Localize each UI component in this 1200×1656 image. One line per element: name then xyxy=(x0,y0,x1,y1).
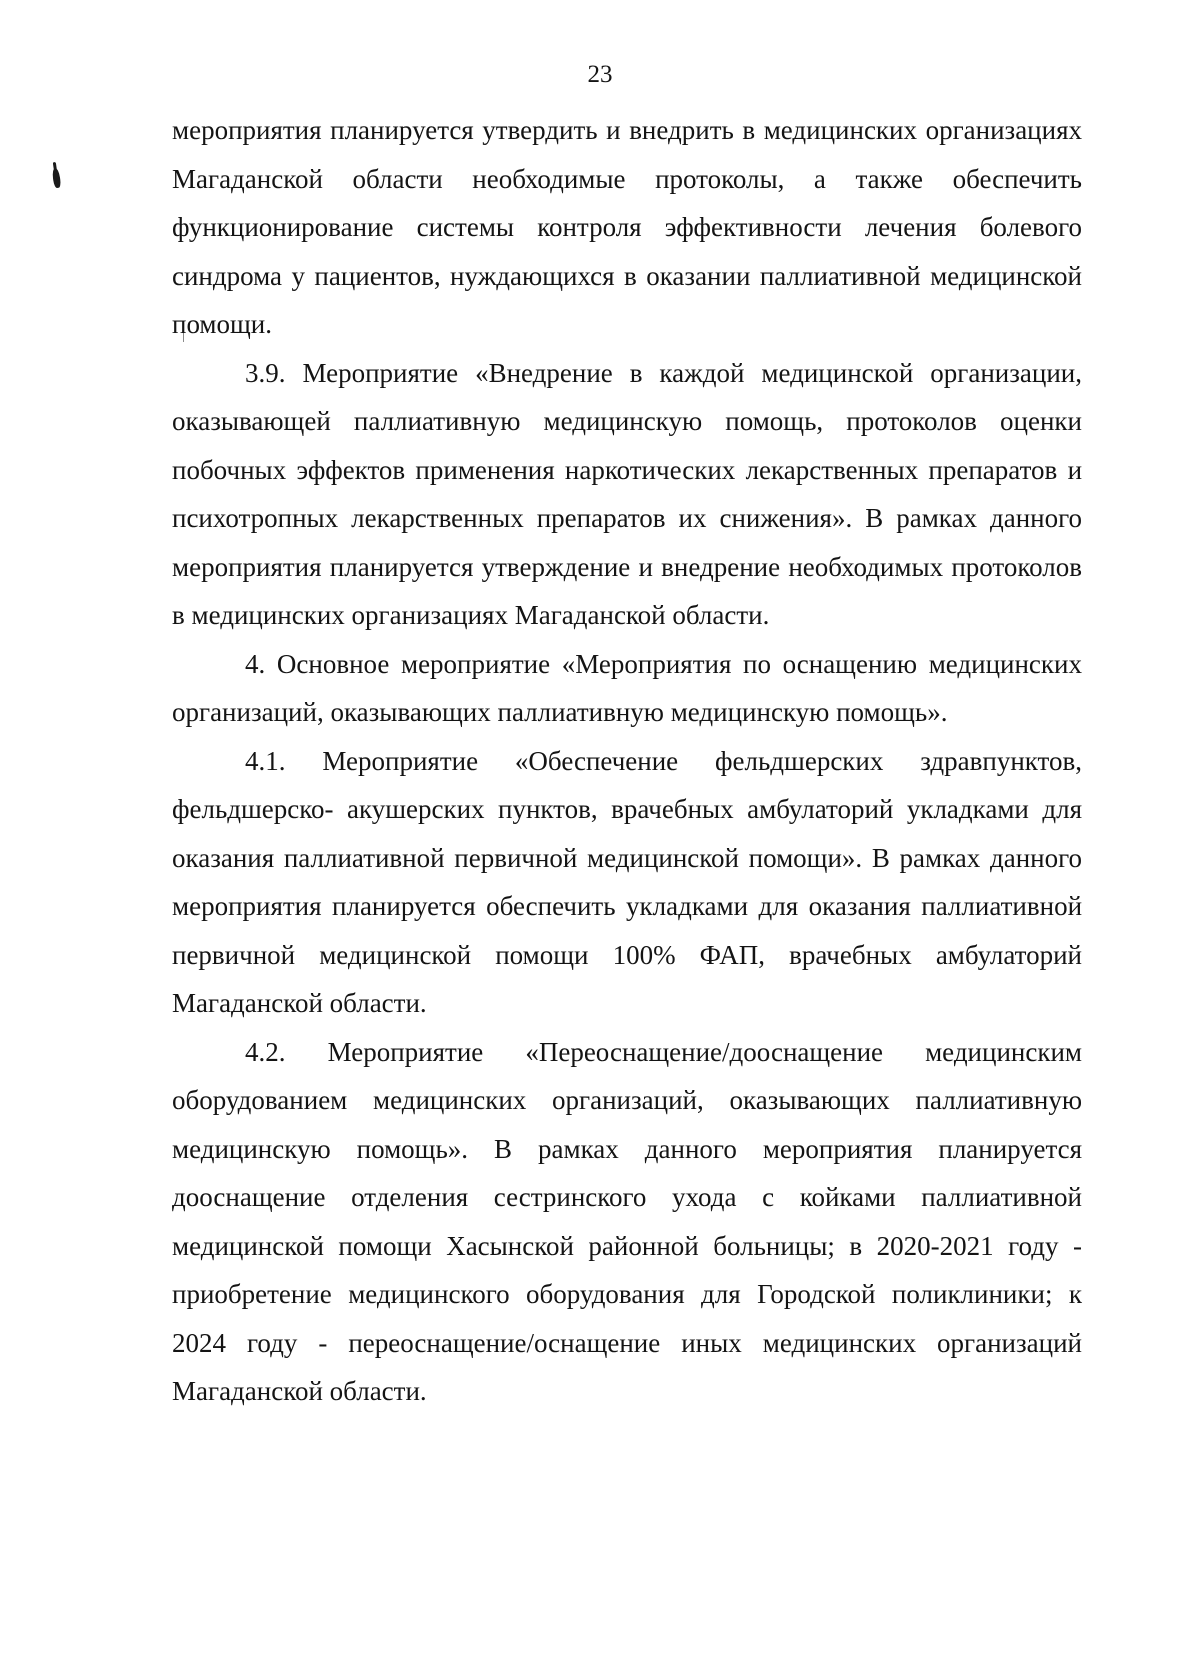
text-line: для оказания паллиативной первичной медицинской помощи». В рамках xyxy=(172,794,1083,873)
text-line: обеспечить функционирование системы контроля эффективности лечения xyxy=(172,163,1082,242)
paragraph-intro-continued xyxy=(172,106,1082,349)
text-line: данного мероприятия планируется обеспечить укладками для оказания xyxy=(172,842,1083,921)
paragraph-4-1 xyxy=(172,737,1082,1028)
paragraph-4 xyxy=(172,640,1082,737)
page-number: 23 xyxy=(587,61,613,88)
text-line: медицинских организаций Магаданской области. xyxy=(172,1327,1083,1406)
text-line: оказывающей паллиативную медицинскую помощь, протоколов оценки xyxy=(172,406,1082,436)
text-line: медицинских организаций, оказывающих паллиативную медицинскую xyxy=(172,648,1082,727)
text-line: медицинской помощи Хасынской районной больницы; xyxy=(172,1230,835,1261)
text-line: мероприятия планируется утвердить и внедрить в медицинских xyxy=(172,115,917,145)
text-line: медицинской помощи. xyxy=(172,260,1082,339)
text-line: оборудованием медицинских организаций, оказывающих паллиативную xyxy=(172,1085,1082,1115)
text-line: медицинскую помощь». В рамках данного мероприятия планируется xyxy=(172,1133,1082,1164)
document-body xyxy=(172,106,1082,1416)
text-line: 4.1. Мероприятие «Обеспечение фельдшерских здравпунктов, xyxy=(245,745,1082,776)
text-line: организациях Магаданской области необходимые протоколы, а также xyxy=(172,115,1083,194)
text-line: фельдшерско- акушерских пунктов, врачебных амбулаторий укладками xyxy=(172,794,1029,824)
text-line: амбулаторий Магаданской области. xyxy=(172,939,1083,1018)
text-line: в 2020-2021 году - приобретение медицинского оборудования для xyxy=(172,1230,1083,1309)
text-line: и психотропных лекарственных препаратов их снижения». В рамках xyxy=(172,454,1083,533)
scan-mark xyxy=(52,168,62,189)
paragraph-3-9 xyxy=(172,349,1082,640)
text-line: данного мероприятия планируется утверждение и внедрение необходимых xyxy=(172,503,1083,582)
text-line: дооснащение отделения сестринского ухода с койками паллиативной xyxy=(172,1182,1082,1212)
paragraph-4-2 xyxy=(172,1028,1082,1416)
text-line: помощь». xyxy=(836,697,948,727)
text-line: 4. Основное мероприятие «Мероприятия по оснащению xyxy=(245,648,918,679)
text-line: 4.2. Мероприятие «Переоснащение/дооснащение медицинским xyxy=(245,1036,1082,1067)
text-line: 3.9. Мероприятие «Внедрение в каждой медицинской организации, xyxy=(245,357,1082,388)
text-line: Городской поликлиники; к 2024 году - переоснащение/оснащение иных xyxy=(172,1279,1082,1358)
text-line: болевого синдрома у пациентов, нуждающихся в оказании паллиативной xyxy=(172,212,1082,291)
text-line: побочных эффектов применения наркотических лекарственных препаратов xyxy=(172,454,1058,485)
text-line: паллиативной первичной медицинской помощи 100% ФАП, врачебных xyxy=(172,891,1083,970)
text-line: протоколов в медицинских организациях Магаданской области. xyxy=(172,551,1082,630)
